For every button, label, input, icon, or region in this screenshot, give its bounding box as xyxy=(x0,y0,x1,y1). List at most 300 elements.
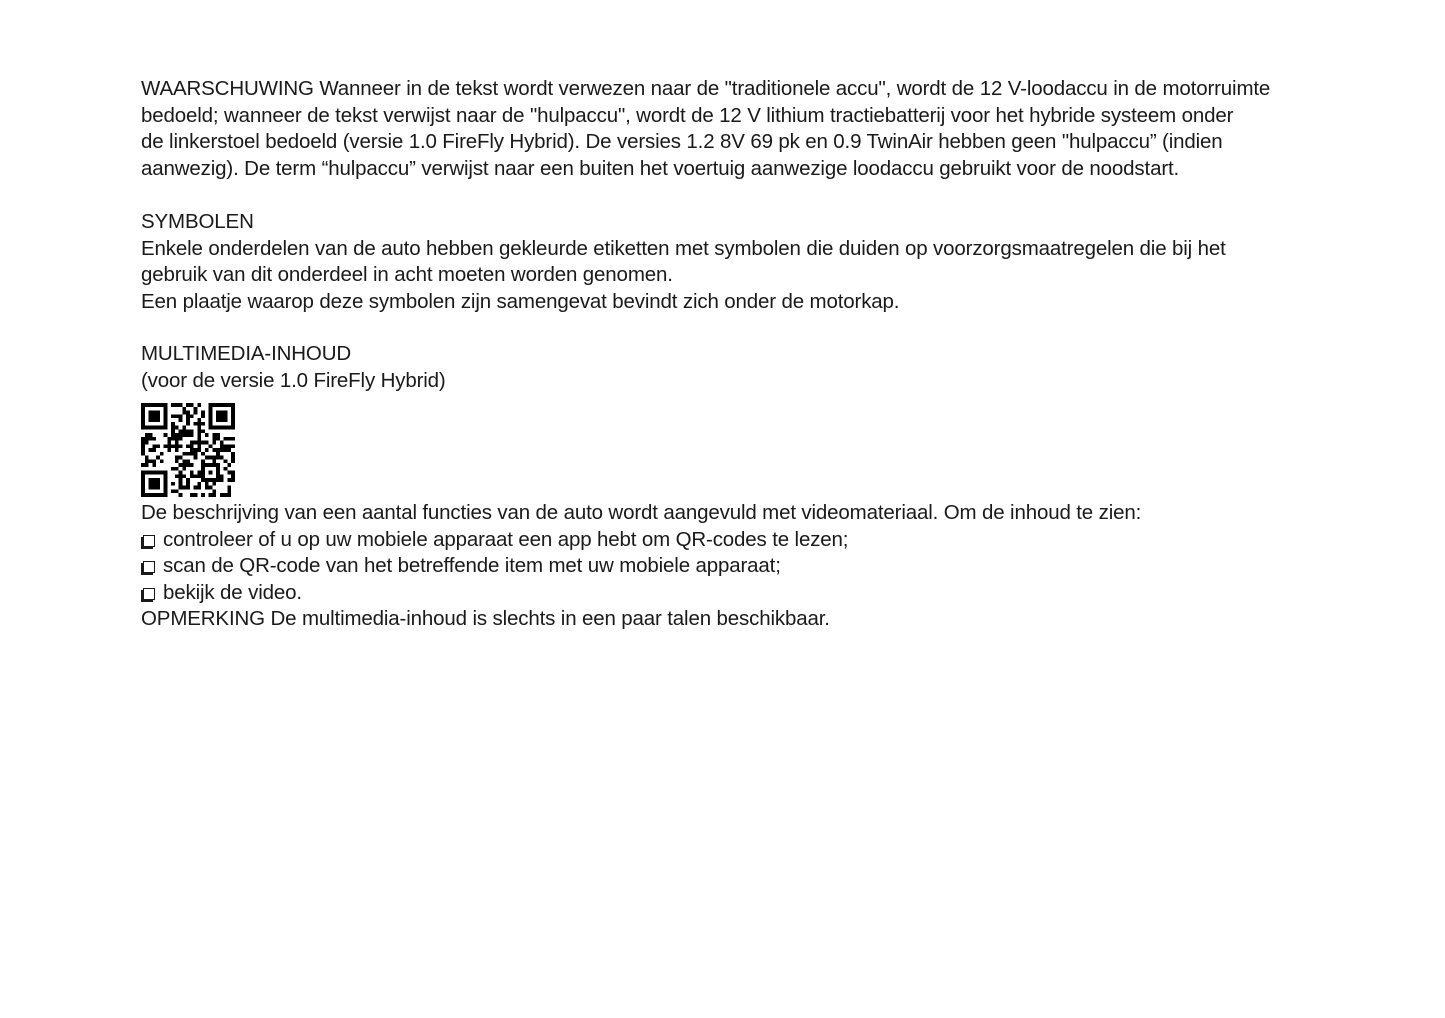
qr-module xyxy=(190,493,194,497)
qr-module xyxy=(201,414,205,418)
qr-module xyxy=(186,422,190,426)
qr-module xyxy=(179,456,183,460)
qr-module xyxy=(224,403,228,407)
qr-module xyxy=(190,463,194,467)
qr-module xyxy=(224,414,228,418)
qr-module xyxy=(231,478,235,482)
qr-module xyxy=(186,463,190,467)
qr-module xyxy=(141,411,145,415)
qr-module xyxy=(175,437,179,441)
qr-module xyxy=(171,444,175,448)
qr-module xyxy=(152,486,156,490)
qr-module xyxy=(209,486,213,490)
checkbox-square-icon xyxy=(143,535,155,547)
qr-module xyxy=(141,471,145,475)
qr-module xyxy=(175,441,179,445)
document-page xyxy=(141,76,1341,633)
qr-module xyxy=(190,414,194,418)
warning-line: bedoeld; wanneer de tekst verwijst naar de "hulpaccu", wordt de 12 V lithium tractiebatterij voor het hybride systeem onder xyxy=(141,103,1234,127)
qr-module xyxy=(152,437,156,441)
qr-module xyxy=(197,403,201,407)
qr-module xyxy=(186,459,190,463)
qr-module xyxy=(227,489,231,493)
qr-module xyxy=(141,414,145,418)
qr-module xyxy=(220,493,224,497)
qr-module xyxy=(209,403,213,407)
qr-module xyxy=(197,444,201,448)
qr-module xyxy=(201,493,205,497)
qr-module xyxy=(216,433,220,437)
qr-module xyxy=(182,463,186,467)
qr-module xyxy=(231,444,235,448)
symbols-line: Enkele onderdelen van de auto hebben gekleurde etiketten met symbolen die duiden op voorzorgsmaatregelen die bij het xyxy=(141,236,1226,260)
qr-module xyxy=(224,448,228,452)
qr-module xyxy=(149,437,153,441)
qr-module xyxy=(216,426,220,430)
qr-module xyxy=(152,418,156,422)
qr-module xyxy=(145,433,149,437)
qr-module xyxy=(152,411,156,415)
qr-module xyxy=(145,463,149,467)
qr-module xyxy=(182,411,186,415)
qr-module xyxy=(182,467,186,471)
qr-module xyxy=(164,444,168,448)
qr-module xyxy=(141,418,145,422)
qr-module xyxy=(156,478,160,482)
qr-module xyxy=(194,493,198,497)
qr-module xyxy=(227,448,231,452)
qr-module xyxy=(220,456,224,460)
qr-module xyxy=(152,426,156,430)
qr-module xyxy=(224,467,228,471)
qr-module xyxy=(152,414,156,418)
qr-module xyxy=(205,433,209,437)
qr-module xyxy=(179,493,183,497)
qr-module xyxy=(190,403,194,407)
qr-module xyxy=(171,437,175,441)
qr-module xyxy=(164,471,168,475)
qr-module xyxy=(224,437,228,441)
qr-module xyxy=(186,403,190,407)
qr-module xyxy=(194,411,198,415)
qr-module xyxy=(212,426,216,430)
qr-module xyxy=(227,471,231,475)
list-item-text: controleer of u op uw mobiele apparaat een app hebt om QR-codes te lezen; xyxy=(163,527,849,551)
qr-module xyxy=(205,448,209,452)
qr-module xyxy=(201,471,205,475)
qr-module xyxy=(182,407,186,411)
qr-module xyxy=(216,471,220,475)
qr-module xyxy=(182,486,186,490)
qr-module xyxy=(186,486,190,490)
qr-module xyxy=(141,441,145,445)
qr-module xyxy=(220,403,224,407)
qr-module xyxy=(141,426,145,430)
qr-module xyxy=(201,441,205,445)
qr-module xyxy=(197,482,201,486)
qr-module xyxy=(149,448,153,452)
qr-module xyxy=(197,422,201,426)
qr-module xyxy=(212,463,216,467)
qr-module xyxy=(224,459,228,463)
multimedia-intro: De beschrijving van een aantal functies van de auto wordt aangevuld met videomateriaal. Om de inhoud te zien: xyxy=(141,501,1142,524)
qr-module xyxy=(227,444,231,448)
qr-module xyxy=(156,471,160,475)
qr-module xyxy=(171,414,175,418)
list-item-text: scan de QR-code van het betreffende item met uw mobiele apparaat; xyxy=(163,554,781,577)
qr-module xyxy=(209,407,213,411)
qr-module xyxy=(179,433,183,437)
qr-module xyxy=(209,493,213,497)
qr-module xyxy=(224,444,228,448)
qr-module xyxy=(227,478,231,482)
qr-module xyxy=(164,433,168,437)
qr-module xyxy=(220,474,224,478)
qr-module xyxy=(175,467,179,471)
qr-module xyxy=(186,418,190,422)
qr-module xyxy=(164,426,168,430)
qr-module xyxy=(220,441,224,445)
qr-module xyxy=(179,486,183,490)
qr-module xyxy=(224,418,228,422)
qr-module xyxy=(141,489,145,493)
qr-module xyxy=(156,426,160,430)
qr-module xyxy=(224,411,228,415)
qr-module xyxy=(171,489,175,493)
qr-module xyxy=(231,403,235,407)
qr-module xyxy=(167,437,171,441)
qr-module xyxy=(220,411,224,415)
qr-module xyxy=(175,456,179,460)
qr-module xyxy=(179,444,183,448)
qr-module xyxy=(167,444,171,448)
qr-module xyxy=(201,467,205,471)
qr-module xyxy=(201,452,205,456)
qr-module xyxy=(171,426,175,430)
qr-module xyxy=(201,474,205,478)
qr-module xyxy=(149,411,153,415)
qr-module xyxy=(205,441,209,445)
qr-module xyxy=(186,411,190,415)
qr-module xyxy=(220,448,224,452)
qr-module xyxy=(190,433,194,437)
qr-module xyxy=(164,418,168,422)
qr-module xyxy=(212,478,216,482)
warning-section xyxy=(141,76,1341,182)
qr-module xyxy=(149,478,153,482)
qr-module xyxy=(227,493,231,497)
qr-module xyxy=(175,414,179,418)
qr-module xyxy=(156,411,160,415)
qr-module xyxy=(175,444,179,448)
qr-module xyxy=(179,414,183,418)
qr-module xyxy=(227,403,231,407)
qr-module xyxy=(194,441,198,445)
qr-module xyxy=(152,471,156,475)
qr-module xyxy=(149,482,153,486)
qr-module xyxy=(156,418,160,422)
qr-module xyxy=(227,426,231,430)
multimedia-heading: MULTIMEDIA-INHOUD xyxy=(141,342,352,365)
qr-module xyxy=(212,456,216,460)
qr-module xyxy=(227,437,231,441)
qr-module xyxy=(205,486,209,490)
qr-module xyxy=(216,411,220,415)
qr-module xyxy=(145,493,149,497)
qr-module xyxy=(194,422,198,426)
qr-module xyxy=(179,463,183,467)
checkbox-square-icon xyxy=(143,561,155,573)
qr-module xyxy=(220,478,224,482)
multimedia-section xyxy=(141,341,1341,633)
qr-module xyxy=(194,407,198,411)
qr-module xyxy=(212,493,216,497)
list-item xyxy=(141,527,1341,554)
qr-module xyxy=(216,452,220,456)
qr-module xyxy=(197,441,201,445)
qr-module xyxy=(141,463,145,467)
qr-module xyxy=(216,478,220,482)
qr-module xyxy=(179,418,183,422)
qr-module xyxy=(209,444,213,448)
qr-module xyxy=(224,426,228,430)
qr-module xyxy=(209,471,213,475)
qr-module xyxy=(156,482,160,486)
qr-module xyxy=(149,403,153,407)
qr-module xyxy=(231,471,235,475)
qr-module xyxy=(171,422,175,426)
qr-module xyxy=(231,474,235,478)
qr-module xyxy=(145,426,149,430)
qr-module xyxy=(209,418,213,422)
qr-module xyxy=(141,486,145,490)
qr-module xyxy=(216,474,220,478)
qr-module xyxy=(197,486,201,490)
qr-module xyxy=(201,459,205,463)
qr-module xyxy=(190,452,194,456)
qr-module xyxy=(190,429,194,433)
qr-module xyxy=(179,429,183,433)
qr-module xyxy=(175,426,179,430)
qr-module xyxy=(141,444,145,448)
qr-module xyxy=(175,474,179,478)
qr-module xyxy=(231,437,235,441)
qr-module xyxy=(190,474,194,478)
qr-module xyxy=(182,459,186,463)
qr-module xyxy=(164,422,168,426)
qr-module xyxy=(167,448,171,452)
qr-code-icon xyxy=(141,403,235,497)
qr-module xyxy=(141,407,145,411)
qr-module xyxy=(186,414,190,418)
qr-module xyxy=(145,441,149,445)
qr-module xyxy=(212,448,216,452)
qr-module xyxy=(220,426,224,430)
qr-module xyxy=(194,448,198,452)
qr-module xyxy=(182,429,186,433)
qr-module xyxy=(231,459,235,463)
qr-module xyxy=(231,452,235,456)
qr-module xyxy=(145,471,149,475)
qr-module xyxy=(186,452,190,456)
warning-line: aanwezig). De term “hulpaccu” verwijst naar een buiten het voertuig aanwezige loodaccu gebruikt voor de noodstart. xyxy=(141,156,1180,180)
qr-module xyxy=(141,437,145,441)
qr-module xyxy=(190,441,194,445)
qr-module xyxy=(231,414,235,418)
qr-module xyxy=(149,493,153,497)
qr-module xyxy=(175,433,179,437)
qr-module xyxy=(212,403,216,407)
qr-module xyxy=(171,403,175,407)
qr-module xyxy=(164,478,168,482)
qr-module xyxy=(160,493,164,497)
qr-module xyxy=(164,411,168,415)
qr-module xyxy=(209,411,213,415)
qr-module xyxy=(201,478,205,482)
qr-module xyxy=(186,478,190,482)
qr-module xyxy=(194,486,198,490)
qr-module xyxy=(212,459,216,463)
list-item-text: bekijk de video. xyxy=(163,580,302,604)
qr-module xyxy=(197,471,201,475)
qr-module xyxy=(190,444,194,448)
qr-module xyxy=(164,474,168,478)
qr-module xyxy=(186,444,190,448)
qr-module xyxy=(171,433,175,437)
qr-module xyxy=(197,418,201,422)
qr-module xyxy=(209,422,213,426)
qr-module xyxy=(231,456,235,460)
qr-module xyxy=(145,403,149,407)
qr-module xyxy=(212,433,216,437)
qr-module xyxy=(179,437,183,441)
qr-module xyxy=(216,448,220,452)
qr-module xyxy=(212,437,216,441)
qr-module xyxy=(209,426,213,430)
qr-module xyxy=(179,482,183,486)
qr-module xyxy=(149,418,153,422)
qr-module xyxy=(164,414,168,418)
qr-module xyxy=(205,482,209,486)
qr-module xyxy=(156,486,160,490)
qr-module xyxy=(216,467,220,471)
qr-module xyxy=(197,437,201,441)
qr-module xyxy=(194,452,198,456)
warning-line: WAARSCHUWING Wanneer in de tekst wordt verwezen naar de "traditionele accu", wordt de 12 V-loodaccu in de motorruimte xyxy=(141,77,1271,100)
qr-module xyxy=(149,433,153,437)
qr-module xyxy=(152,478,156,482)
qr-module xyxy=(209,414,213,418)
qr-module xyxy=(182,452,186,456)
list-item xyxy=(141,553,1341,580)
qr-module xyxy=(141,478,145,482)
qr-module xyxy=(182,433,186,437)
qr-module xyxy=(160,452,164,456)
qr-module xyxy=(231,411,235,415)
qr-module xyxy=(216,414,220,418)
qr-module xyxy=(209,456,213,460)
qr-module xyxy=(175,403,179,407)
qr-module xyxy=(152,403,156,407)
qr-module xyxy=(186,433,190,437)
qr-module xyxy=(216,456,220,460)
qr-module xyxy=(145,437,149,441)
qr-module xyxy=(201,411,205,415)
qr-module xyxy=(171,482,175,486)
qr-module xyxy=(205,463,209,467)
qr-module xyxy=(164,482,168,486)
qr-module xyxy=(209,463,213,467)
qr-module xyxy=(164,403,168,407)
qr-module xyxy=(164,407,168,411)
qr-module xyxy=(179,474,183,478)
qr-module xyxy=(175,459,179,463)
symbols-line: gebruik van dit onderdeel in acht moeten worden genomen. xyxy=(141,263,673,286)
qr-module xyxy=(164,489,168,493)
qr-module xyxy=(231,407,235,411)
qr-module xyxy=(227,486,231,490)
qr-module xyxy=(197,429,201,433)
multimedia-note: OPMERKING De multimedia-inhoud is slechts in een paar talen beschikbaar. xyxy=(141,607,830,630)
qr-module xyxy=(197,474,201,478)
qr-module xyxy=(156,493,160,497)
qr-module xyxy=(152,463,156,467)
qr-module xyxy=(197,433,201,437)
qr-module xyxy=(149,426,153,430)
warning-line: de linkerstoel bedoeld (versie 1.0 FireFly Hybrid). De versies 1.2 8V 69 pk en 0.9 TwinAir hebben geen "hulpaccu” (indien xyxy=(141,130,1223,153)
qr-module xyxy=(152,459,156,463)
qr-module xyxy=(164,493,168,497)
list-item xyxy=(141,580,1341,607)
qr-module xyxy=(149,471,153,475)
qr-module xyxy=(160,426,164,430)
qr-module xyxy=(182,426,186,430)
qr-module xyxy=(141,474,145,478)
qr-module xyxy=(227,463,231,467)
qr-module xyxy=(156,414,160,418)
qr-module xyxy=(231,426,235,430)
qr-module xyxy=(216,437,220,441)
qr-module xyxy=(145,459,149,463)
qr-module xyxy=(179,471,183,475)
qr-module xyxy=(141,493,145,497)
qr-module xyxy=(152,448,156,452)
qr-module xyxy=(141,452,145,456)
symbols-section xyxy=(141,209,1341,315)
qr-module xyxy=(212,482,216,486)
qr-module xyxy=(145,456,149,460)
qr-module xyxy=(152,444,156,448)
qr-module xyxy=(141,403,145,407)
qr-module xyxy=(160,471,164,475)
qr-module xyxy=(156,456,160,460)
qr-module xyxy=(212,489,216,493)
qr-module xyxy=(209,478,213,482)
qr-module xyxy=(220,414,224,418)
qr-module xyxy=(141,422,145,426)
qr-module xyxy=(179,403,183,407)
qr-module xyxy=(231,422,235,426)
qr-module xyxy=(182,474,186,478)
qr-module xyxy=(160,459,164,463)
qr-module xyxy=(190,448,194,452)
qr-module xyxy=(231,418,235,422)
qr-module xyxy=(212,441,216,445)
qr-module xyxy=(186,482,190,486)
qr-module xyxy=(171,467,175,471)
qr-module xyxy=(216,403,220,407)
qr-module xyxy=(156,403,160,407)
